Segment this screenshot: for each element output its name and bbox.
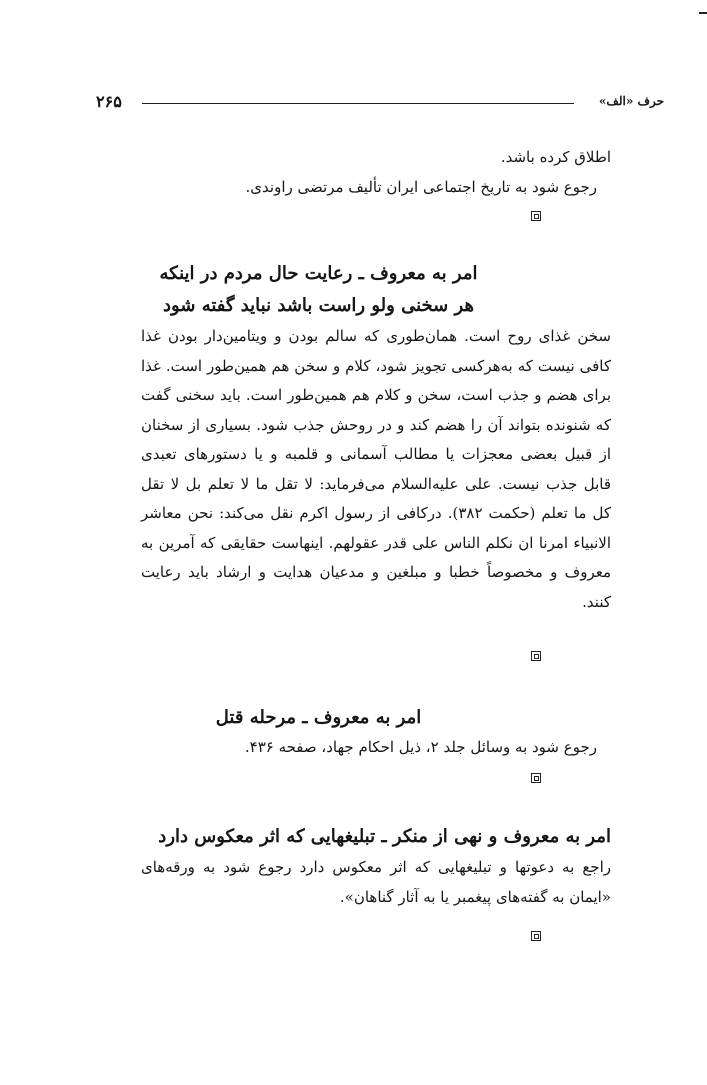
reference-text-3: رجوع شود به وسائل جلد ۲، ذیل احکام جهاد، صفحه ۴۳۶. bbox=[244, 738, 597, 756]
section-heading-2-line-2: هر سخنی ولو راست باشد نباید گفته شود bbox=[163, 295, 474, 316]
section-body-2: سخن غذای روح است. همان‌طوری که سالم بودن و ویتامین‌دار بودن غذا کافی نیست که به‌هرکسی تجویز شود، کلام و سخن هم همین‌طور است. غذا برای هضم و جذب است، سخن و کلام هم همین‌طور است. باید سخنی گفت که شنونده بتواند آن را هضم کند و در روحش جذب شود. بسیاری از سخنان از قبیل بعضی معجزات یا مطالب آسمانی و قلمبه و یا دستورهای تعبدی قابل جذب نیست. علی علیه‌السلام می‌فرماید: لا تقل ما لا تعلم بل لا تقل کل ما تعلم (حکمت ۳۸۲). درکافی از رسول اکرم نقل می‌کند: نحن معاشر الانبیاء امرنا ان نکلم الناس علی قدر عقولهم. اینهاست حقایقی که آمرین به معروف و مخصوصاً خطبا و مبلغین و مدعیان هدایت و ارشاد باید رعایت کنند. bbox=[141, 327, 612, 611]
section-body-4: راجع به دعوتها و تبلیغهایی که اثر معکوس دارد رجوع شود به ورقه‌های «ایمان به گفته‌های پیغمبر یا به آثار گناهان». bbox=[141, 858, 611, 906]
reference-text-1: رجوع شود به تاریخ اجتماعی ایران تألیف مرتضی راوندی. bbox=[245, 178, 597, 196]
section-heading-3: امر به معروف ـ مرحله قتل bbox=[215, 707, 422, 728]
section-end-ornament bbox=[531, 931, 541, 941]
section-end-ornament bbox=[531, 773, 541, 783]
running-title: حرف «الف» bbox=[598, 94, 664, 108]
running-header bbox=[96, 92, 664, 116]
section-heading-2-line-1: امر به معروف ـ رعایت حال مردم در اینکه bbox=[159, 263, 478, 284]
corner-mark bbox=[699, 12, 707, 14]
section-heading-4: امر به معروف و نهی از منکر ـ تبلیغهایی که اثر معکوس دارد bbox=[158, 826, 611, 847]
section-end-ornament bbox=[531, 211, 541, 221]
page-number: ۲۶۵ bbox=[96, 92, 122, 111]
section-end-ornament bbox=[531, 651, 541, 661]
header-rule bbox=[142, 103, 574, 104]
continuation-text: اطلاق کرده باشد. bbox=[500, 148, 611, 166]
